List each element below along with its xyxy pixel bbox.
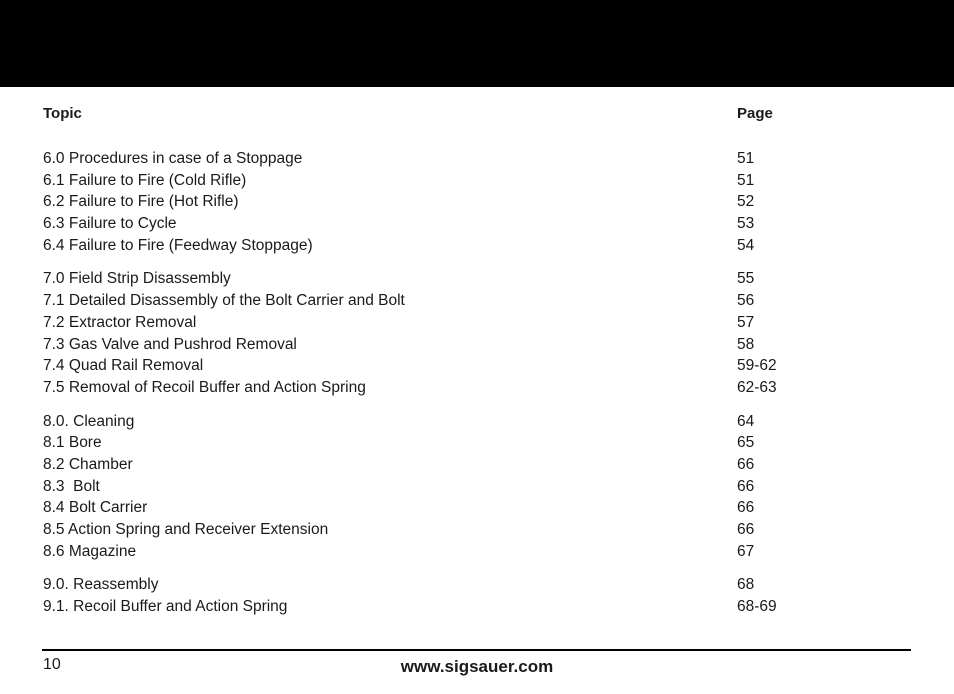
toc-topic: 8.3 Bolt (43, 477, 100, 495)
toc-topic: 6.4 Failure to Fire (Feedway Stoppage) (43, 236, 313, 254)
toc-page: 62-63 (737, 378, 777, 396)
toc-row (43, 377, 923, 399)
toc-row (43, 519, 923, 541)
toc-topic: 6.2 Failure to Fire (Hot Rifle) (43, 193, 239, 211)
toc-page: 66 (737, 477, 755, 495)
toc-topic: 7.2 Extractor Removal (43, 313, 197, 331)
toc-topic: 7.3 Gas Valve and Pushrod Removal (43, 335, 297, 353)
toc-group (43, 148, 923, 256)
toc-topic: 8.4 Bolt Carrier (43, 499, 148, 517)
toc-topic: 8.6 Magazine (43, 542, 137, 560)
toc-group (43, 411, 923, 563)
toc-page: 65 (737, 434, 755, 452)
toc-page: 56 (737, 292, 755, 310)
toc-topic: 7.4 Quad Rail Removal (43, 357, 204, 375)
top-black-band (0, 0, 954, 87)
toc-group (43, 268, 923, 398)
toc-page: 66 (737, 455, 755, 473)
toc-topic: 7.5 Removal of Recoil Buffer and Action Spring (43, 378, 366, 396)
toc-page: 52 (737, 193, 755, 211)
toc-row (43, 432, 923, 454)
toc-page: 64 (737, 412, 755, 430)
toc-row (43, 213, 923, 235)
page-number: 10 (43, 656, 61, 673)
toc-row (43, 191, 923, 213)
toc-row (43, 334, 923, 356)
toc-topic: 6.1 Failure to Fire (Cold Rifle) (43, 171, 247, 189)
toc-topic: 8.2 Chamber (43, 455, 133, 473)
toc-page: 51 (737, 150, 755, 167)
toc-topic: 7.0 Field Strip Disassembly (43, 270, 231, 288)
toc-row (43, 235, 923, 257)
footer-divider (42, 649, 911, 651)
toc-topic: 8.5 Action Spring and Receiver Extension (43, 521, 329, 538)
page-column-header: Page (737, 105, 773, 122)
toc-page: 57 (737, 313, 755, 331)
toc-row (43, 454, 923, 476)
toc-page: 51 (737, 171, 755, 189)
toc-row (43, 411, 923, 433)
toc-header (43, 105, 923, 125)
toc-row (43, 148, 923, 170)
toc-row (43, 596, 923, 618)
toc-page: 54 (737, 236, 755, 254)
toc-page: 67 (737, 542, 755, 560)
website-url: www.sigsauer.com (400, 657, 554, 676)
toc-row (43, 574, 923, 596)
toc-row (43, 541, 923, 563)
toc-topic: 8.1 Bore (43, 434, 102, 452)
toc-page: 68-69 (737, 598, 777, 616)
toc-row (43, 268, 923, 290)
toc-page: 53 (737, 215, 755, 233)
table-of-contents (43, 148, 923, 630)
toc-page: 66 (737, 499, 755, 517)
toc-row (43, 476, 923, 498)
toc-page: 58 (737, 335, 755, 353)
toc-topic: 8.0. Cleaning (43, 412, 135, 430)
toc-row (43, 170, 923, 192)
toc-group (43, 574, 923, 617)
toc-row (43, 355, 923, 377)
toc-page: 66 (737, 521, 755, 538)
toc-topic: 9.0. Reassembly (43, 576, 159, 594)
topic-column-header: Topic (43, 105, 82, 122)
toc-row (43, 290, 923, 312)
toc-topic: 7.1 Detailed Disassembly of the Bolt Carrier and Bolt (43, 292, 405, 310)
toc-topic: 6.0 Procedures in case of a Stoppage (43, 150, 303, 167)
toc-page: 68 (737, 576, 755, 594)
toc-page: 55 (737, 270, 755, 288)
toc-page: 59-62 (737, 357, 777, 375)
toc-topic: 9.1. Recoil Buffer and Action Spring (43, 598, 288, 616)
toc-topic: 6.3 Failure to Cycle (43, 215, 177, 233)
toc-row (43, 312, 923, 334)
toc-row (43, 497, 923, 519)
